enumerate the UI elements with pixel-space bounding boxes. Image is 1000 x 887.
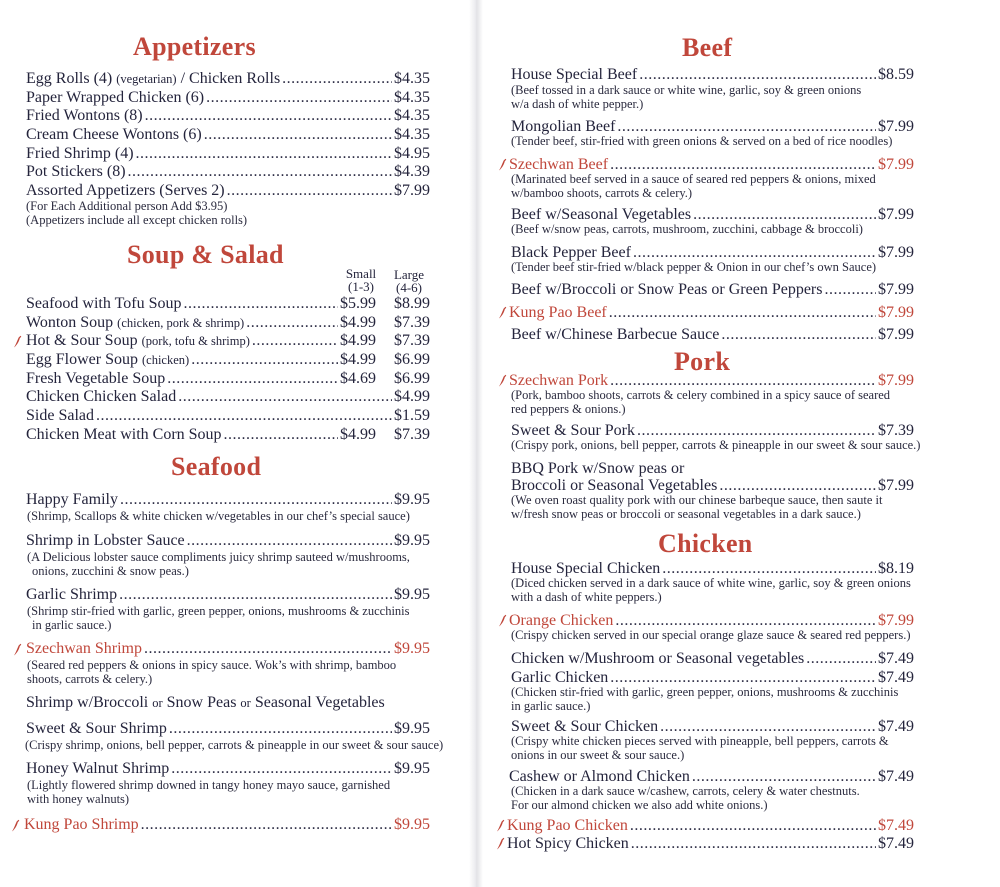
item-description: (Shrimp, Scallops & white chicken w/vegetables in our chef’s special sauce): [27, 509, 410, 523]
item-description: w/a dash of white pepper.): [511, 97, 644, 111]
list-item: Assorted Appetizers (Serves 2) ..... $7.99: [26, 182, 430, 200]
list-item: Chicken Chicken Salad ..... $4.99: [26, 388, 430, 406]
list-item: Cream Cheese Wontons (6) ..... $4.35: [26, 126, 430, 144]
list-item: Sweet & Sour Chicken ..... $7.49: [511, 718, 914, 736]
appetizers-note: (For Each Additional person Add $3.95): [26, 199, 228, 213]
item-description: (A Delicious lobster sauce compliments juicy shrimp sauteed w/mushrooms,: [27, 550, 410, 564]
list-item-spicy: Kung Pao Beef ..... $7.99: [509, 304, 914, 322]
item-description: (Chicken in a dark sauce w/cashew, carrots, celery & water chestnuts.: [511, 784, 860, 798]
size-header-large: Large (4-6): [393, 267, 425, 295]
item-description: with a dash of white peppers.): [511, 590, 662, 604]
list-item: House Special Beef ..... $8.59: [511, 66, 914, 84]
list-item: Happy Family ..... $9.95: [26, 491, 430, 509]
list-item: Shrimp w/Broccoli or Snow Peas or Seasonal Vegetables: [26, 694, 385, 711]
chili-pepper-icon: [496, 837, 505, 850]
list-item: Beef w/Broccoli or Snow Peas or Green Peppers ..... $7.99: [511, 281, 914, 299]
item-description: (Pork, bamboo shoots, carrots & celery combined in a spicy sauce of seared: [511, 388, 891, 402]
section-heading-appetizers: Appetizers: [133, 32, 256, 61]
item-description: red peppers & onions.): [511, 402, 626, 416]
section-heading-soup-salad: Soup & Salad: [127, 240, 284, 269]
list-item: Side Salad ..... $1.59: [26, 407, 430, 425]
list-item-spicy: Hot & Sour Soup (pork, tofu & shrimp) ..... $4.99 $7.39: [26, 332, 430, 350]
list-item-spicy: Kung Pao Chicken ..... $7.49: [507, 817, 914, 835]
list-item: Pot Stickers (8) ..... $4.39: [26, 163, 430, 181]
section-heading-chicken: Chicken: [658, 529, 753, 558]
item-description: (Lightly flowered shrimp downed in tangy honey mayo sauce, garnished: [27, 778, 391, 792]
list-item: Wonton Soup (chicken, pork & shrimp) ..... $4.99 $7.39: [26, 314, 430, 332]
item-description: w/bamboo shoots, carrots & celery.): [511, 186, 693, 200]
chili-pepper-icon: [498, 306, 507, 319]
list-item: Garlic Shrimp ..... $9.95: [26, 586, 430, 604]
size-header-small: Small (1-3): [345, 266, 377, 294]
section-heading-seafood: Seafood: [171, 452, 262, 481]
list-item: Honey Walnut Shrimp ..... $9.95: [26, 760, 430, 778]
chili-pepper-icon: [11, 819, 20, 832]
list-item: Fresh Vegetable Soup ..... $4.69 $6.99: [26, 370, 430, 388]
list-item: Mongolian Beef ..... $7.99: [511, 118, 914, 136]
list-item-spicy: Szechwan Pork ..... $7.99: [509, 372, 914, 390]
item-description: (Crispy white chicken pieces served with pineapple, bell peppers, carrots &: [511, 734, 889, 748]
chili-pepper-icon: [13, 643, 22, 656]
list-item-spicy: Szechwan Shrimp ..... $9.95: [26, 640, 430, 658]
list-item-name-line: BBQ Pork w/Snow peas or: [511, 460, 685, 477]
list-item-spicy: Kung Pao Shrimp ..... $9.95: [24, 816, 430, 834]
page-fold: [469, 0, 483, 887]
list-item: Sweet & Sour Pork ..... $7.39: [511, 422, 914, 440]
section-heading-beef: Beef: [682, 33, 733, 62]
list-item: Black Pepper Beef ..... $7.99: [511, 244, 914, 262]
list-item-spicy: Szechwan Beef ..... $7.99: [509, 156, 914, 174]
item-description: (Tender beef, stir-fried with green onions & served on a bed of rice noodles): [511, 134, 893, 148]
list-item: Egg Rolls (4) (vegetarian) / Chicken Rolls ..... $4.35: [26, 70, 430, 88]
list-item: Garlic Chicken ..... $7.49: [511, 669, 914, 687]
appetizers-note: (Appetizers include all except chicken rolls): [26, 213, 248, 227]
item-description: (Chicken stir-fried with garlic, green pepper, onions, mushrooms & zucchinis: [511, 685, 899, 699]
list-item: Broccoli or Seasonal Vegetables ..... $7.99: [511, 477, 914, 495]
item-description: with honey walnuts): [27, 792, 130, 806]
chili-pepper-icon: [496, 819, 505, 832]
item-description: onions in our sweet & sour sauce.): [511, 748, 685, 762]
item-description: (Marinated beef served in a sauce of seared red peppers & onions, mixed: [511, 172, 876, 186]
item-description: in garlic sauce.): [511, 699, 591, 713]
list-item: Egg Flower Soup (chicken) ..... $4.99 $6.99: [26, 351, 430, 369]
item-description: (Crispy chicken served in our special orange glaze sauce & seared red peppers.): [511, 628, 911, 642]
list-item: Paper Wrapped Chicken (6) ..... $4.35: [26, 89, 430, 107]
item-description: (Shrimp stir-fried with garlic, green pepper, onions, mushrooms & zucchinis: [27, 604, 410, 618]
chili-pepper-icon: [498, 614, 507, 627]
list-item: Fried Shrimp (4) ..... $4.95: [26, 145, 430, 163]
item-description: (Beef w/snow peas, carrots, mushroom, zucchini, cabbage & broccoli): [511, 222, 863, 236]
list-item: House Special Chicken ..... $8.19: [511, 560, 914, 578]
chili-pepper-icon: [498, 374, 507, 387]
item-description: (Tender beef stir-fried w/black pepper & Onion in our chef’s own Sauce): [511, 260, 877, 274]
list-item-spicy: Orange Chicken ..... $7.99: [509, 612, 914, 630]
section-heading-pork: Pork: [674, 347, 731, 376]
list-item: Fried Wontons (8) ..... $4.35: [26, 107, 430, 125]
item-description: For our almond chicken we also add white onions.): [511, 798, 768, 812]
item-description: in garlic sauce.): [32, 618, 112, 632]
list-item: Beef w/Seasonal Vegetables ..... $7.99: [511, 206, 914, 224]
item-description: shoots, carrots & celery.): [27, 672, 153, 686]
item-description: (Diced chicken served in a dark sauce of white wine, garlic, soy & green onions: [511, 576, 911, 590]
list-item: Cashew or Almond Chicken ..... $7.49: [509, 768, 914, 786]
item-description: w/fresh snow peas or broccoli or seasonal vegetables in a dark sauce.): [511, 507, 861, 521]
item-description: (We oven roast quality pork with our chinese barbeque sauce, then saute it: [511, 493, 883, 507]
chili-pepper-icon: [13, 335, 22, 348]
list-item: Sweet & Sour Shrimp ..... $9.95: [26, 720, 430, 738]
list-item-spicy: Hot Spicy Chicken ..... $7.49: [507, 835, 914, 853]
list-item: Chicken w/Mushroom or Seasonal vegetables ..... $7.49: [511, 650, 914, 668]
list-item: Chicken Meat with Corn Soup ..... $4.99 $7.39: [26, 426, 430, 444]
item-description: (Beef tossed in a dark sauce or white wine, garlic, soy & green onions: [511, 83, 862, 97]
price: $4.35: [394, 70, 430, 87]
item-description: (Crispy shrimp, onions, bell pepper, carrots & pineapple in our sweet & sour sauce): [25, 738, 444, 752]
list-item: Seafood with Tofu Soup ..... $5.99 $8.99: [26, 295, 430, 313]
item-description: (Crispy pork, onions, bell pepper, carrots & pineapple in our sweet & sour sauce.): [511, 438, 921, 452]
chili-pepper-icon: [498, 158, 507, 171]
item-description: (Seared red peppers & onions in spicy sauce. Wok’s with shrimp, bamboo: [27, 658, 397, 672]
list-item: Beef w/Chinese Barbecue Sauce ..... $7.99: [511, 326, 914, 344]
list-item: Shrimp in Lobster Sauce ..... $9.95: [26, 532, 430, 550]
item-description: onions, zucchini & snow peas.): [32, 564, 189, 578]
